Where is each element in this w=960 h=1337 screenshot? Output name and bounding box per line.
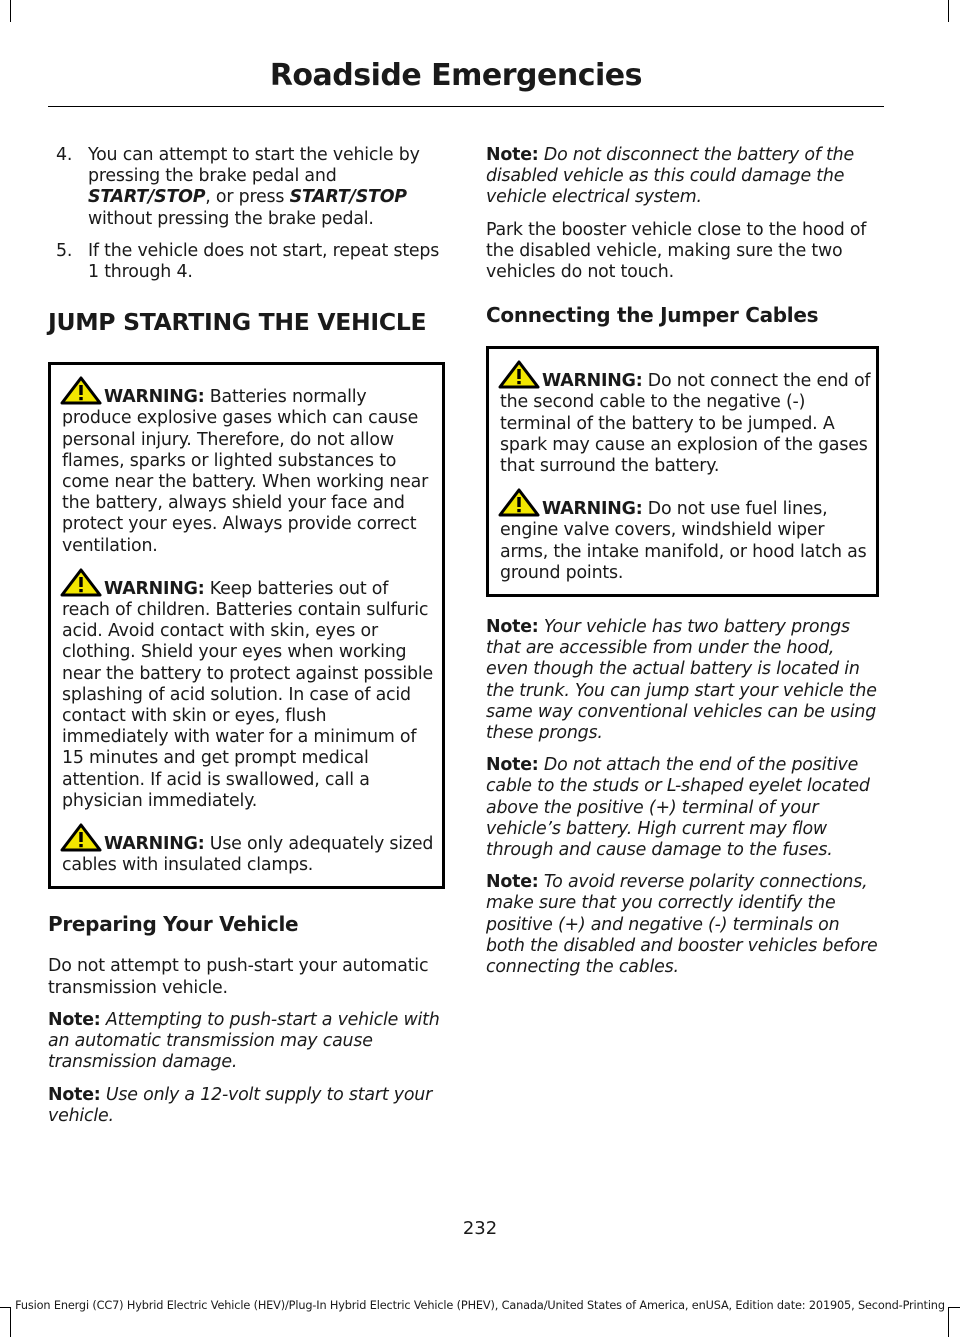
- subheading: Connecting the Jumper Cables: [486, 303, 819, 328]
- warning-box: [48, 362, 445, 889]
- section-heading: JUMP STARTING THE VEHICLE: [48, 308, 427, 337]
- warning-label: WARNING:: [104, 578, 205, 599]
- note-label: Note:: [486, 872, 539, 893]
- page-number: 232: [462, 1218, 498, 1239]
- warning-item: [62, 823, 437, 876]
- warning-item: [500, 360, 871, 477]
- paragraph: Park the booster vehicle close to the hood of the disabled vehicle, making sure the two vehicles do not touch.: [486, 219, 867, 283]
- warning-label: WARNING:: [104, 387, 205, 408]
- step-item: [48, 241, 445, 283]
- note: [486, 755, 879, 861]
- step-text: You can attempt to start the vehicle by pressing the brake pedal and: [88, 145, 420, 187]
- note-text: Your vehicle has two battery prongs that are accessible from under the hood, even though the actual battery is located in the trunk. You can jump start your vehicle the same way conventional vehicles can be using these prongs.: [486, 617, 877, 744]
- note-label: Note:: [48, 1084, 101, 1105]
- warning-item: [62, 568, 437, 812]
- step-item: [48, 145, 445, 230]
- warning-text: Batteries normally produce explosive gases which can cause personal injury. Therefore, do not allow flames, sparks or lighted substances to come near the battery. When working near the battery, always shield your face and protect your eyes. Always provide correct ventilation.: [62, 387, 429, 556]
- warning-text: Keep batteries out of reach of children. Batteries contain sulfuric acid. Avoid contact with skin, eyes or clothing. Shield your eyes when working near the battery to protect against possible splashing of acid solution. In case of acid contact with skin or eyes, flush immediately with water for a minimum of 15 minutes and get prompt medical attention. If acid is swallowed, call a physician immediately.: [62, 578, 434, 811]
- warning-box: [486, 346, 879, 597]
- step-number: 4.: [56, 145, 73, 165]
- warning-item: [500, 488, 871, 584]
- note: [486, 145, 879, 209]
- note: [48, 1010, 445, 1074]
- left-column: [48, 145, 445, 1138]
- note-text: To avoid reverse polarity connections, make sure that you correctly identify the positive (+) and negative (-) terminals on both the disabled and booster vehicles before connecting the cables.: [486, 872, 878, 978]
- note-text: Attempting to push-start a vehicle with an automatic transmission may cause transmission damage.: [48, 1009, 440, 1073]
- warning-text: Use only adequately sized cables with insulated clamps.: [62, 834, 434, 876]
- crop-mark-top-right: [948, 0, 949, 22]
- note-label: Note:: [486, 145, 539, 165]
- subheading: Preparing Your Vehicle: [48, 912, 299, 937]
- right-column: [486, 145, 879, 989]
- note-text: Do not attach the end of the positive cable to the studs or L-shaped eyelet located above the positive (+) terminal of your vehicle’s battery. High current may flow through and cause damage to the fuses.: [486, 755, 870, 861]
- warning-label: WARNING:: [542, 371, 643, 392]
- note-text: Use only a 12-volt supply to start your vehicle.: [48, 1084, 433, 1126]
- header-rule: [48, 106, 884, 107]
- warning-triangle-icon: [498, 488, 540, 517]
- warning-label: WARNING:: [104, 834, 205, 855]
- step-text: , or press: [205, 187, 290, 208]
- crop-mark-top-left: [10, 0, 11, 22]
- warning-item: [62, 376, 437, 557]
- steps-list: [48, 145, 445, 283]
- warning-text: Do not use fuel lines, engine valve covers, windshield wiper arms, the intake manifold, or hood latch as ground points.: [500, 499, 867, 583]
- start-stop-label: START/STOP: [88, 187, 206, 208]
- note-label: Note:: [48, 1009, 101, 1030]
- warning-triangle-icon: [60, 376, 102, 405]
- note-label: Note:: [486, 617, 539, 638]
- start-stop-label: START/STOP: [289, 187, 407, 208]
- step-text: If the vehicle does not start, repeat steps 1 through 4.: [88, 240, 440, 283]
- page-title: Roadside Emergencies: [269, 58, 642, 93]
- step-text: without pressing the brake pedal.: [88, 208, 374, 229]
- note: [486, 617, 879, 744]
- warning-triangle-icon: [60, 568, 102, 597]
- note-label: Note:: [486, 755, 539, 776]
- warning-triangle-icon: [60, 823, 102, 852]
- warning-text: Do not connect the end of the second cable to the negative (-) terminal of the battery to be jumped. A spark may cause an explosion of the gases that surround the battery.: [500, 371, 871, 477]
- step-number: 5.: [56, 240, 73, 261]
- footer-text: Fusion Energi (CC7) Hybrid Electric Vehicle (HEV)/Plug-In Hybrid Electric Vehicle (PHEV), Canada/United States of America, enUSA, Edition date: 201905, Second-Printing: [15, 1299, 945, 1312]
- paragraph: Do not attempt to push-start your automatic transmission vehicle.: [48, 956, 429, 998]
- warning-label: WARNING:: [542, 499, 643, 520]
- note: [48, 1085, 445, 1127]
- note-text: Do not disconnect the battery of the disabled vehicle as this could damage the vehicle electrical system.: [486, 145, 854, 208]
- warning-triangle-icon: [498, 360, 540, 389]
- note: [486, 872, 879, 978]
